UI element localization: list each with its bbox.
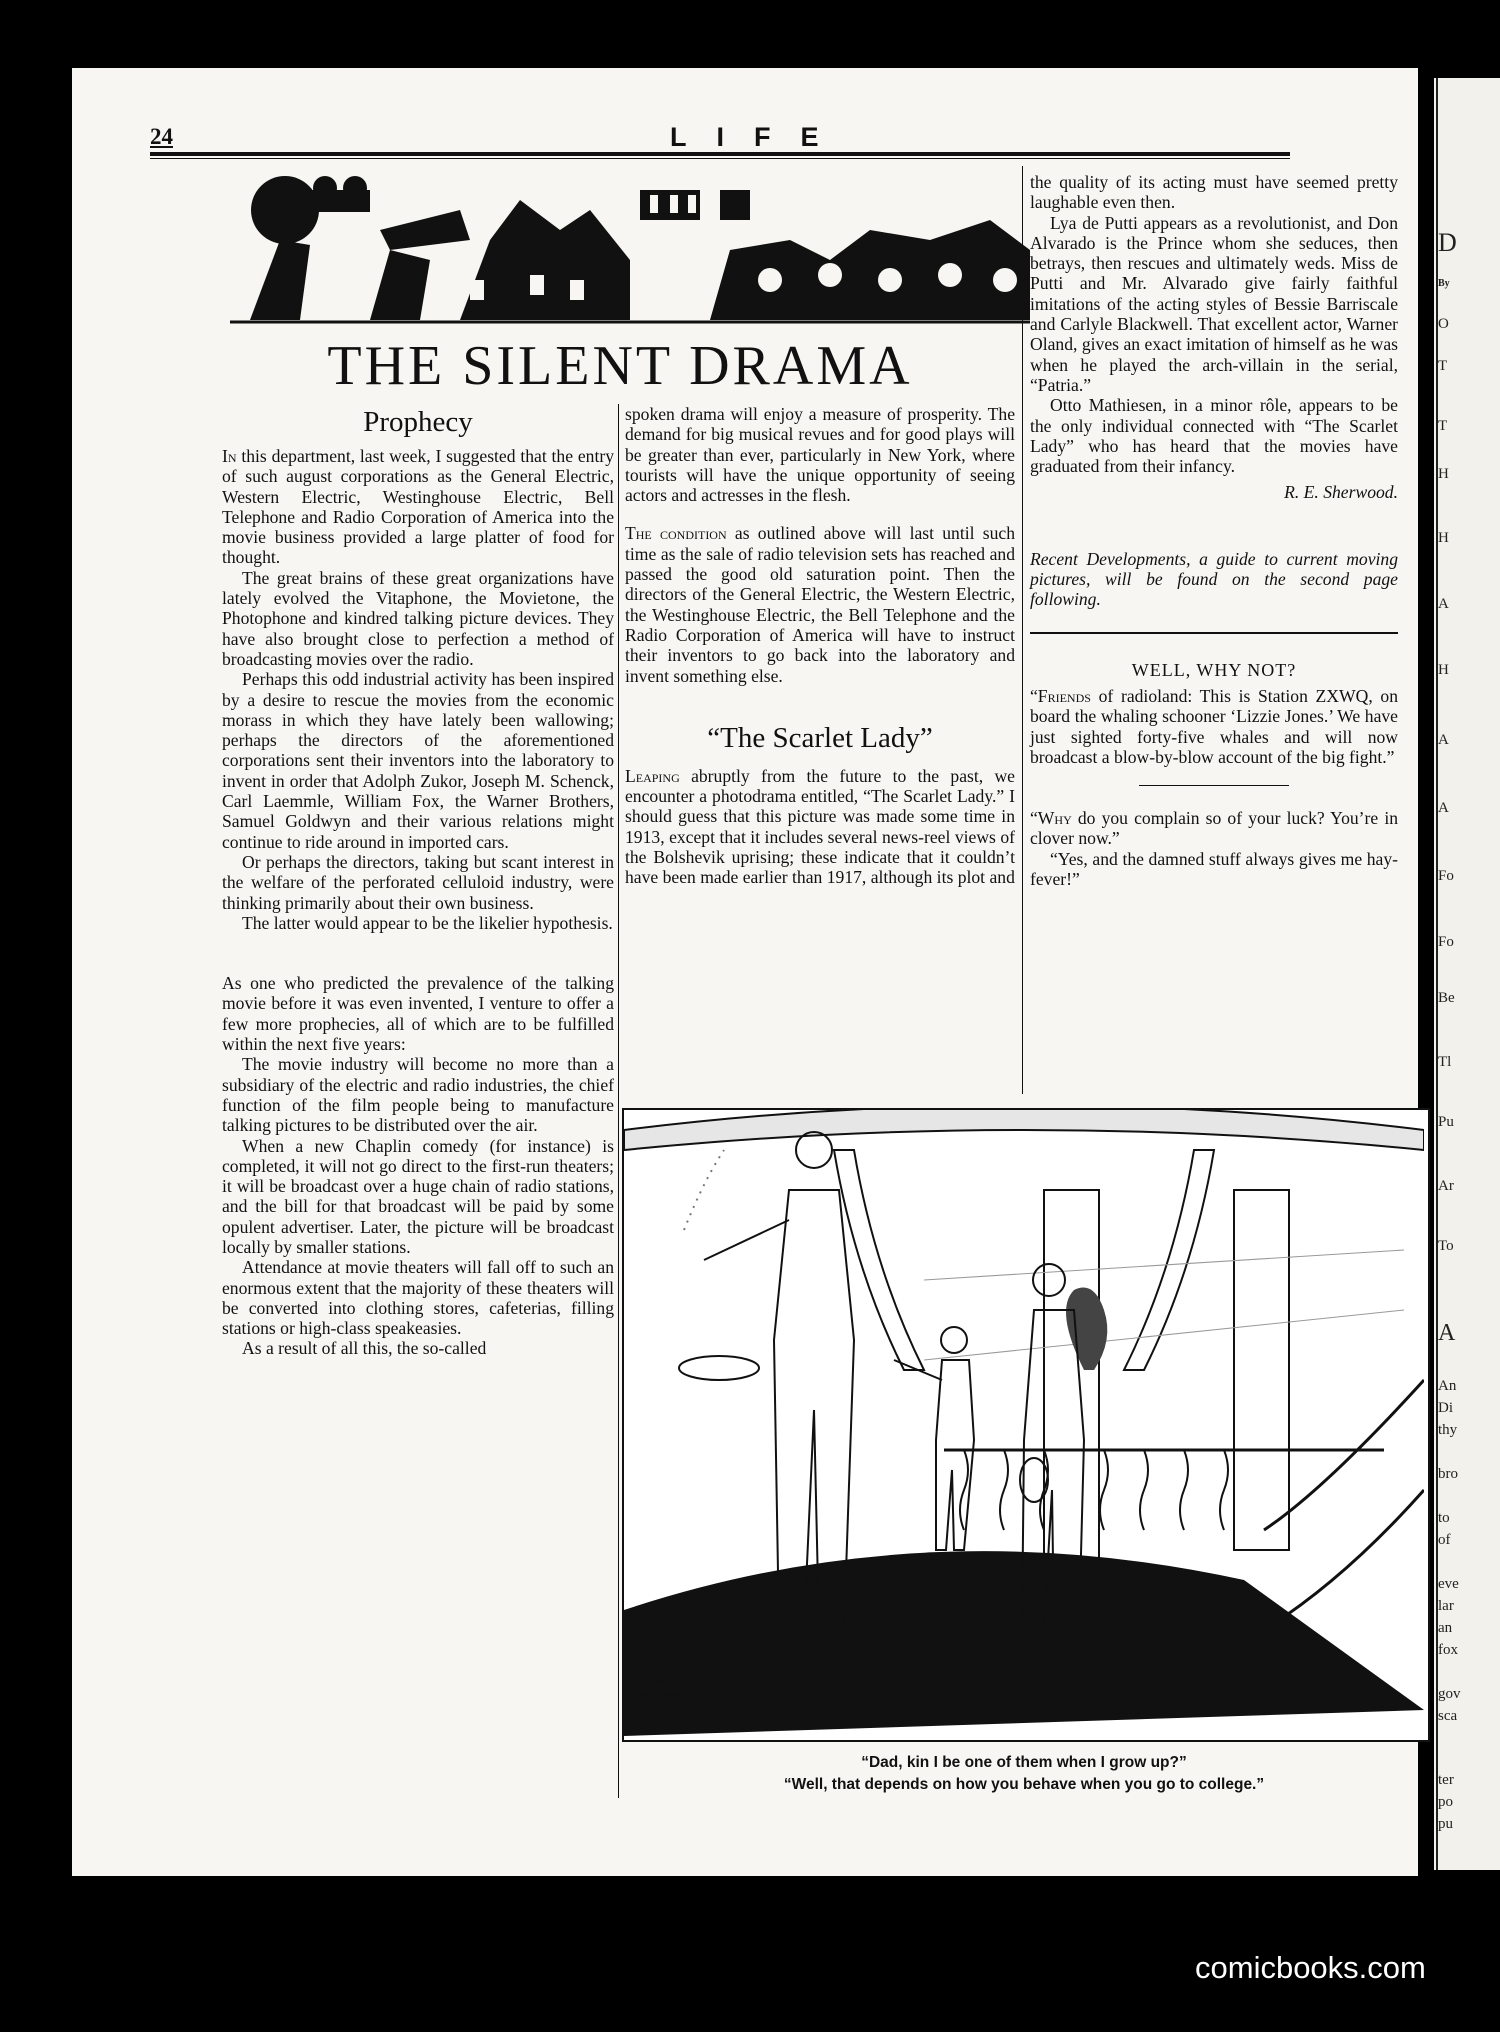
paragraph: Attendance at movie theaters will fall off to such an enormous extent that the majority of these theaters will be converted into clothing stores, cafeterias, filling stations or high-class speakeasies. [222,1257,614,1339]
page-header [150,124,1290,154]
paragraph: The great brains of these great organizations have lately evolved the Vitaphone, the Movietone, the Photophone and kindred talking picture devices. They have also brought close to perfection a method of broadcasting movies over the radio. [222,567,614,669]
lead-in: In [222,446,237,466]
paragraph [222,446,614,568]
column-2 [625,404,1015,888]
paragraph: spoken drama will enjoy a measure of prosperity. The demand for big musical revues and for good plays will be greater than ever, particularly in New York, where tourists will have the unique opportunity of seeing actors and actresses in the flesh. [625,404,1015,506]
cartoon-caption [622,1752,1426,1796]
header-rule [150,152,1290,156]
paragraph: The latter would appear to be the likelier hypothesis. [242,912,613,933]
paragraph [625,766,1015,888]
subheading-prophecy: Prophecy [363,406,473,438]
header-rule-thin [150,158,1290,159]
next-page-fragment: A [1438,732,1449,748]
watermark: comicbooks.com [1195,1950,1426,1985]
section-rule [1030,632,1398,634]
paragraph: As one who predicted the prevalence of the talking movie before it was even invented, I venture to offer a few more prophecies, all of which are to be fulfilled within the next five years: [222,973,614,1055]
page-number: 24 [150,124,173,149]
column-1 [222,404,614,1359]
next-page-fragment: Fo [1438,934,1454,950]
joke-paragraph [1030,808,1398,849]
next-page-fragment: Ar [1438,1178,1454,1194]
lead-in: “Why [1030,808,1072,829]
next-page-fragment: po [1438,1794,1453,1810]
cartoon-illustration [622,1108,1430,1742]
next-page-fragment: T [1438,358,1448,374]
paragraph-text: abruptly from the future to the past, we encounter a photodrama entitled, “The Scarlet Lady.” I should guess that this picture was made some time in 1913, except that it includes several news-reel views of the Bolshevik uprising; these indicate that it couldn’t have been made earlier than 1917, although its plot and [625,765,1015,888]
next-page-fragment: Fo [1438,868,1454,884]
next-page-fragment: pu [1438,1816,1453,1832]
next-page-fragment: A [1438,800,1449,816]
next-page-fragment: to [1438,1510,1450,1526]
next-page-fragment: H [1438,466,1449,482]
author-byline: R. E. Sherwood. [1284,482,1398,503]
joke-text: do you complain so of your luck? You’re in clover now.” [1030,808,1398,849]
banner-illustration [230,170,1030,325]
lead-in: The condition [625,523,727,544]
next-page-fragment: of [1438,1532,1451,1548]
paragraph: Perhaps this odd industrial activity has been inspired by a desire to rescue the movies from the economic morass in which they have lately been wallowing; perhaps the directors of the aforementioned corporations sent their inventors into the laboratory to invent in order that Adolph Zukor, Joseph M. Schenck, Carl Laemmle, William Fox, the Warner Brothers, Samuel Goldwyn and their various relations might continue to ride around in imported cars. [222,669,614,852]
joke-paragraph: “Yes, and the damned stuff always gives me hay-fever!” [1030,848,1398,890]
next-page-fragment: Pu [1438,1114,1454,1130]
lead-in: “Friends [1030,685,1091,706]
next-page-fragment: eve [1438,1576,1459,1592]
paragraph: Otto Mathiesen, in a minor rôle, appears to be the only individual connected with “The Scarlet Lady” who has heard that the movies have graduated from their infancy. [1030,395,1398,477]
column-divider [618,404,619,1798]
next-page-fragment: H [1438,662,1449,678]
paragraph-text: as outlined above will last until such time as the sale of radio television sets has reached and passed the good old saturation point. Then the directors of the General Electric, the Western Electric, the Westinghouse Electric, the Bell Telephone and the Radio Corporation of America will have to instruct their inventors to go back into the laboratory and invent something else. [625,523,1015,686]
next-page-fragment: Di [1438,1400,1453,1416]
next-page-fragment: ter [1438,1772,1454,1788]
next-page-fragment: A [1438,596,1449,612]
next-page-fragment: Tl [1438,1054,1452,1070]
paragraph [625,523,1015,685]
next-page-fragment: D [1438,228,1457,257]
cartoon-drawing [624,1110,1424,1736]
joke-paragraph [1030,686,1398,767]
next-page-fragment: an [1438,1620,1453,1636]
next-page-fragment: bro [1438,1466,1458,1482]
paragraph-text: this department, last week, I suggested that the entry of such august corporations as the General Electric, Western Electric, Westinghouse Electric, Bell Telephone and Radio Corporation of America into the movie business provided a large platter of food for thought. [222,446,614,568]
sidebar-heading: WELL, WHY NOT? [1131,659,1297,680]
paragraph: The movie industry will become no more than a subsidiary of the electric and radio industries, the chief function of the film people being to manufacture talking pictures to be distributed over the air. [222,1054,614,1136]
next-page-fragment: O [1438,316,1449,332]
column-3 [1030,172,1398,889]
next-page-fragment: To [1438,1238,1454,1254]
next-page-fragment: sca [1438,1708,1458,1724]
next-page-fragment: fox [1438,1642,1458,1658]
article-title: THE SILENT DRAMA [327,335,913,397]
magazine-title: LIFE [670,122,849,152]
paragraph: Or perhaps the directors, taking but scant interest in the welfare of the perforated celluloid industry, were thinking primarily about their own business. [222,851,614,913]
next-page-fragment: thy [1438,1422,1458,1438]
paragraph: As a result of all this, the so-called [242,1338,487,1359]
next-page-edge [1434,78,1500,1870]
next-page-fragment: A [1438,1320,1456,1346]
paragraph: When a new Chaplin comedy (for instance) is completed, it will not go direct to the first-run theaters; it will be broadcast over a huge chain of radio stations, and the bill for that broadcast will be paid by some opulent advertiser. Later, the picture will be broadcast locally by smaller stations. [222,1135,614,1257]
next-page-fragment: gov [1438,1686,1461,1702]
cartoonist-signature: CHUCK [644,1677,677,1687]
caption-line: “Dad, kin I be one of them when I grow up?” [861,1754,1187,1771]
caption-line: “Well, that depends on how you behave when you go to college.” [783,1776,1265,1793]
subheading-scarlet-lady: “The Scarlet Lady” [707,721,933,754]
next-page-fragment: lar [1438,1598,1454,1614]
next-page-fragment: By [1438,278,1450,289]
joke-text: of radioland: This is Station ZXWQ, on board the whaling schooner ‘Lizzie Jones.’ We have just sighted forty-five whales and will now broadcast a blow-by-blow account of the big fight.” [1030,685,1398,767]
next-page-fragment: An [1438,1378,1457,1394]
joke-divider [1139,785,1289,786]
next-page-fragment: Be [1438,990,1455,1006]
next-page-fragment: T [1438,418,1448,434]
cartoonist-signature: THORNDIKE [634,1689,688,1699]
column-divider [1022,166,1023,1094]
lead-in: Leaping [625,765,680,786]
paragraph: the quality of its acting must have seemed pretty laughable even then. [1030,172,1398,213]
paragraph: Lya de Putti appears as a revolutionist, and Don Alvarado is the Prince whom she seduces, then betrays, then rescues and ultimately weds. Miss de Putti and Mr. Alvarado give fairly faithful imitations of the acting styles of Bessie Barriscale and Carlyle Blackwell. That excellent actor, Warner Oland, gives an exact imitation of himself as he was when he played the arch-villain in the serial, “Patria.” [1030,212,1398,395]
editorial-note: Recent Developments, a guide to current moving pictures, will be found on the second page following. [1030,548,1398,610]
next-page-fragment: H [1438,530,1449,546]
